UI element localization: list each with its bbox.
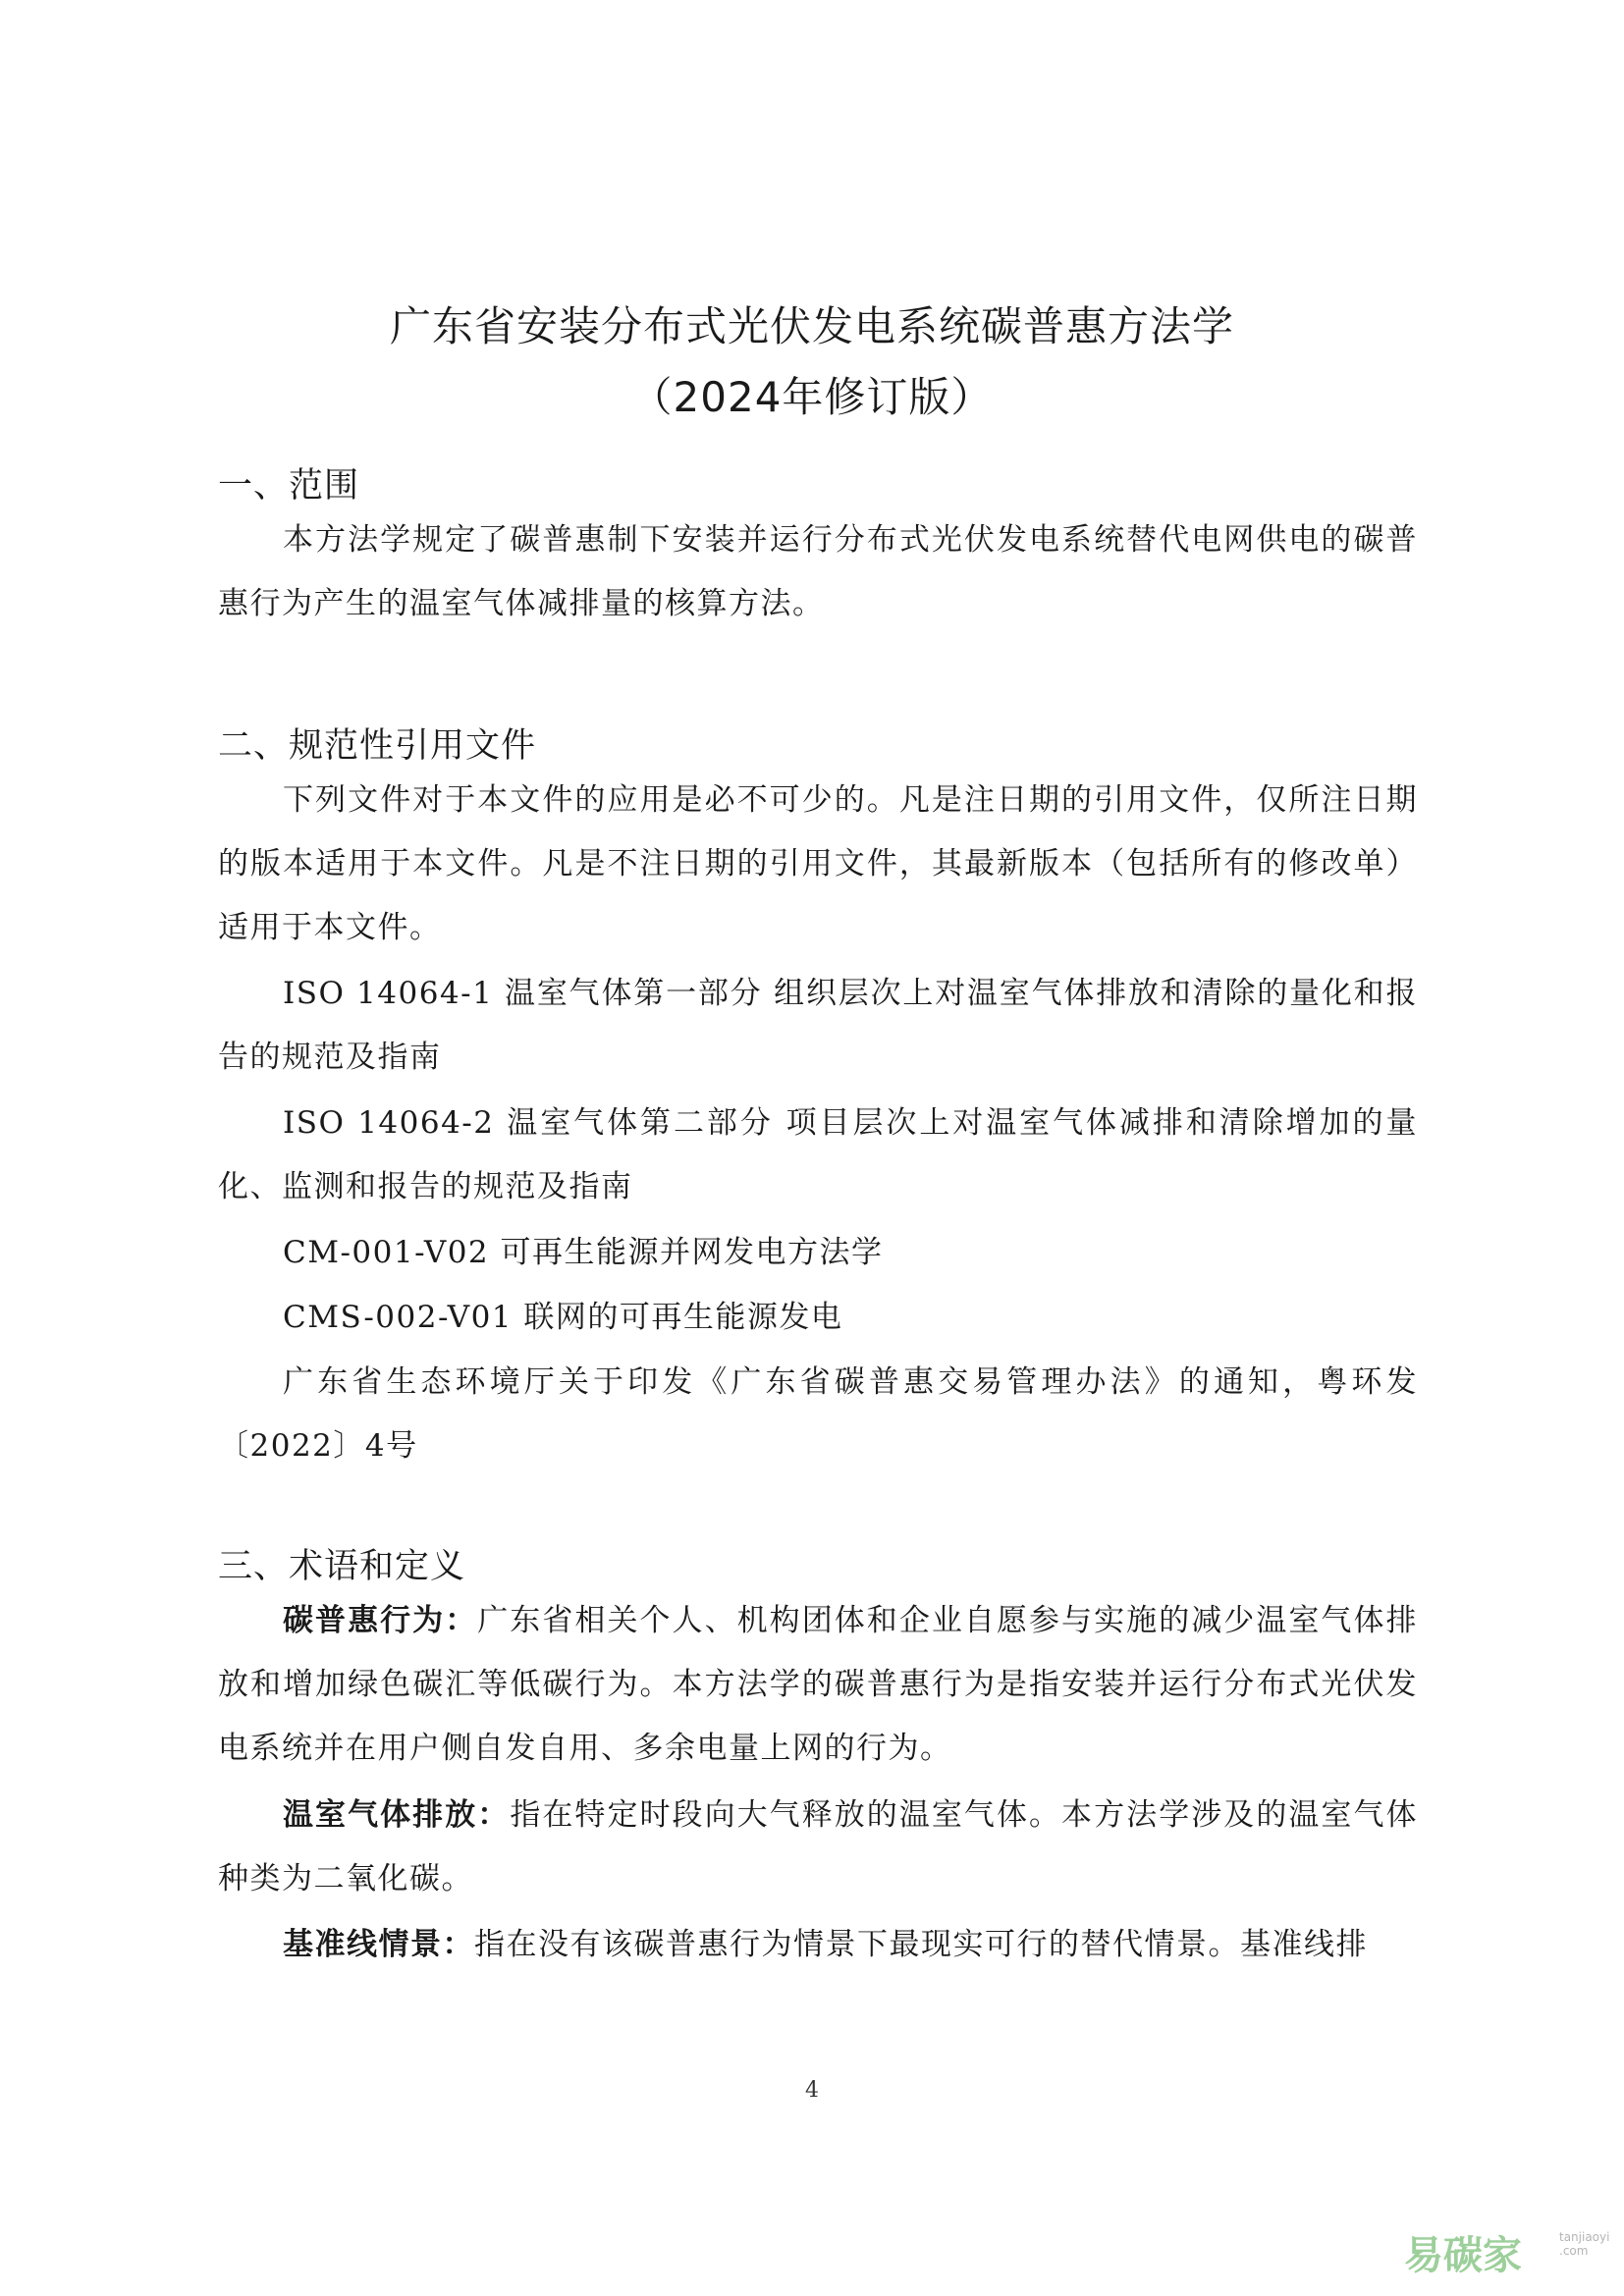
document-subtitle: （2024年修订版） — [630, 373, 994, 421]
definition-text: 广东省相关个人、机构团体和企业自愿参与实施的减少温室气体排放和增加绿色碳汇等低碳行为。本方法学的碳普惠行为是指安装并运行分布式光伏发电系统并在用户侧自发自用、多余电量上网的行为。 — [218, 1603, 1418, 1766]
reference-cm-001: CM-001-V02 可再生能源并网发电方法学 — [283, 1235, 884, 1270]
definition-baseline-scenario — [218, 1913, 1418, 1977]
watermark-text: 易碳家 — [1404, 2233, 1522, 2278]
definition-text: 指在特定时段向大气释放的温室气体。本方法学涉及的温室气体种类为二氧化碳。 — [218, 1797, 1419, 1896]
page-number: 4 — [805, 2078, 819, 2103]
definition-ghg-emission — [218, 1784, 1418, 1911]
definition-text: 指在没有该碳普惠行为情景下最现实可行的替代情景。基准线排 — [474, 1927, 1368, 1962]
watermark-domain-line1: tanjiaoyi — [1559, 2230, 1610, 2244]
term-label: 基准线情景： — [283, 1927, 474, 1962]
reference-cms-002: CMS-002-V01 联网的可再生能源发电 — [283, 1300, 843, 1335]
definition-carbon-inclusion — [218, 1589, 1418, 1781]
section-heading-references: 二、规范性引用文件 — [218, 726, 537, 766]
reference-guangdong-notice: 广东省生态环境厅关于印发《广东省碳普惠交易管理办法》的通知，粤环发〔2022〕4号 — [218, 1364, 1418, 1464]
reference-iso-14064-1: ISO 14064-1 温室气体第一部分 组织层次上对温室气体排放和清除的量化和报告的规范及指南 — [218, 976, 1418, 1075]
paragraph-references-intro: 下列文件对于本文件的应用是必不可少的。凡是注日期的引用文件，仅所注日期的版本适用于本文件。凡是不注日期的引用文件，其最新版本（包括所有的修改单）适用于本文件。 — [218, 782, 1418, 945]
document-title: 广东省安装分布式光伏发电系统碳普惠方法学 — [389, 302, 1234, 350]
reference-iso-14064-2: ISO 14064-2 温室气体第二部分 项目层次上对温室气体减排和清除增加的量化、监测和报告的规范及指南 — [218, 1105, 1418, 1204]
watermark-domain — [1559, 2230, 1609, 2258]
section-heading-scope: 一、范围 — [218, 466, 360, 506]
watermark-logo — [1404, 2216, 1620, 2285]
paragraph-scope: 本方法学规定了碳普惠制下安装并运行分布式光伏发电系统替代电网供电的碳普惠行为产生的温室气体减排量的核算方法。 — [218, 522, 1418, 621]
term-label: 温室气体排放： — [283, 1797, 511, 1833]
term-label: 碳普惠行为： — [283, 1603, 478, 1638]
watermark-domain-line2: .com — [1559, 2244, 1589, 2258]
section-heading-terms: 三、术语和定义 — [218, 1547, 466, 1586]
